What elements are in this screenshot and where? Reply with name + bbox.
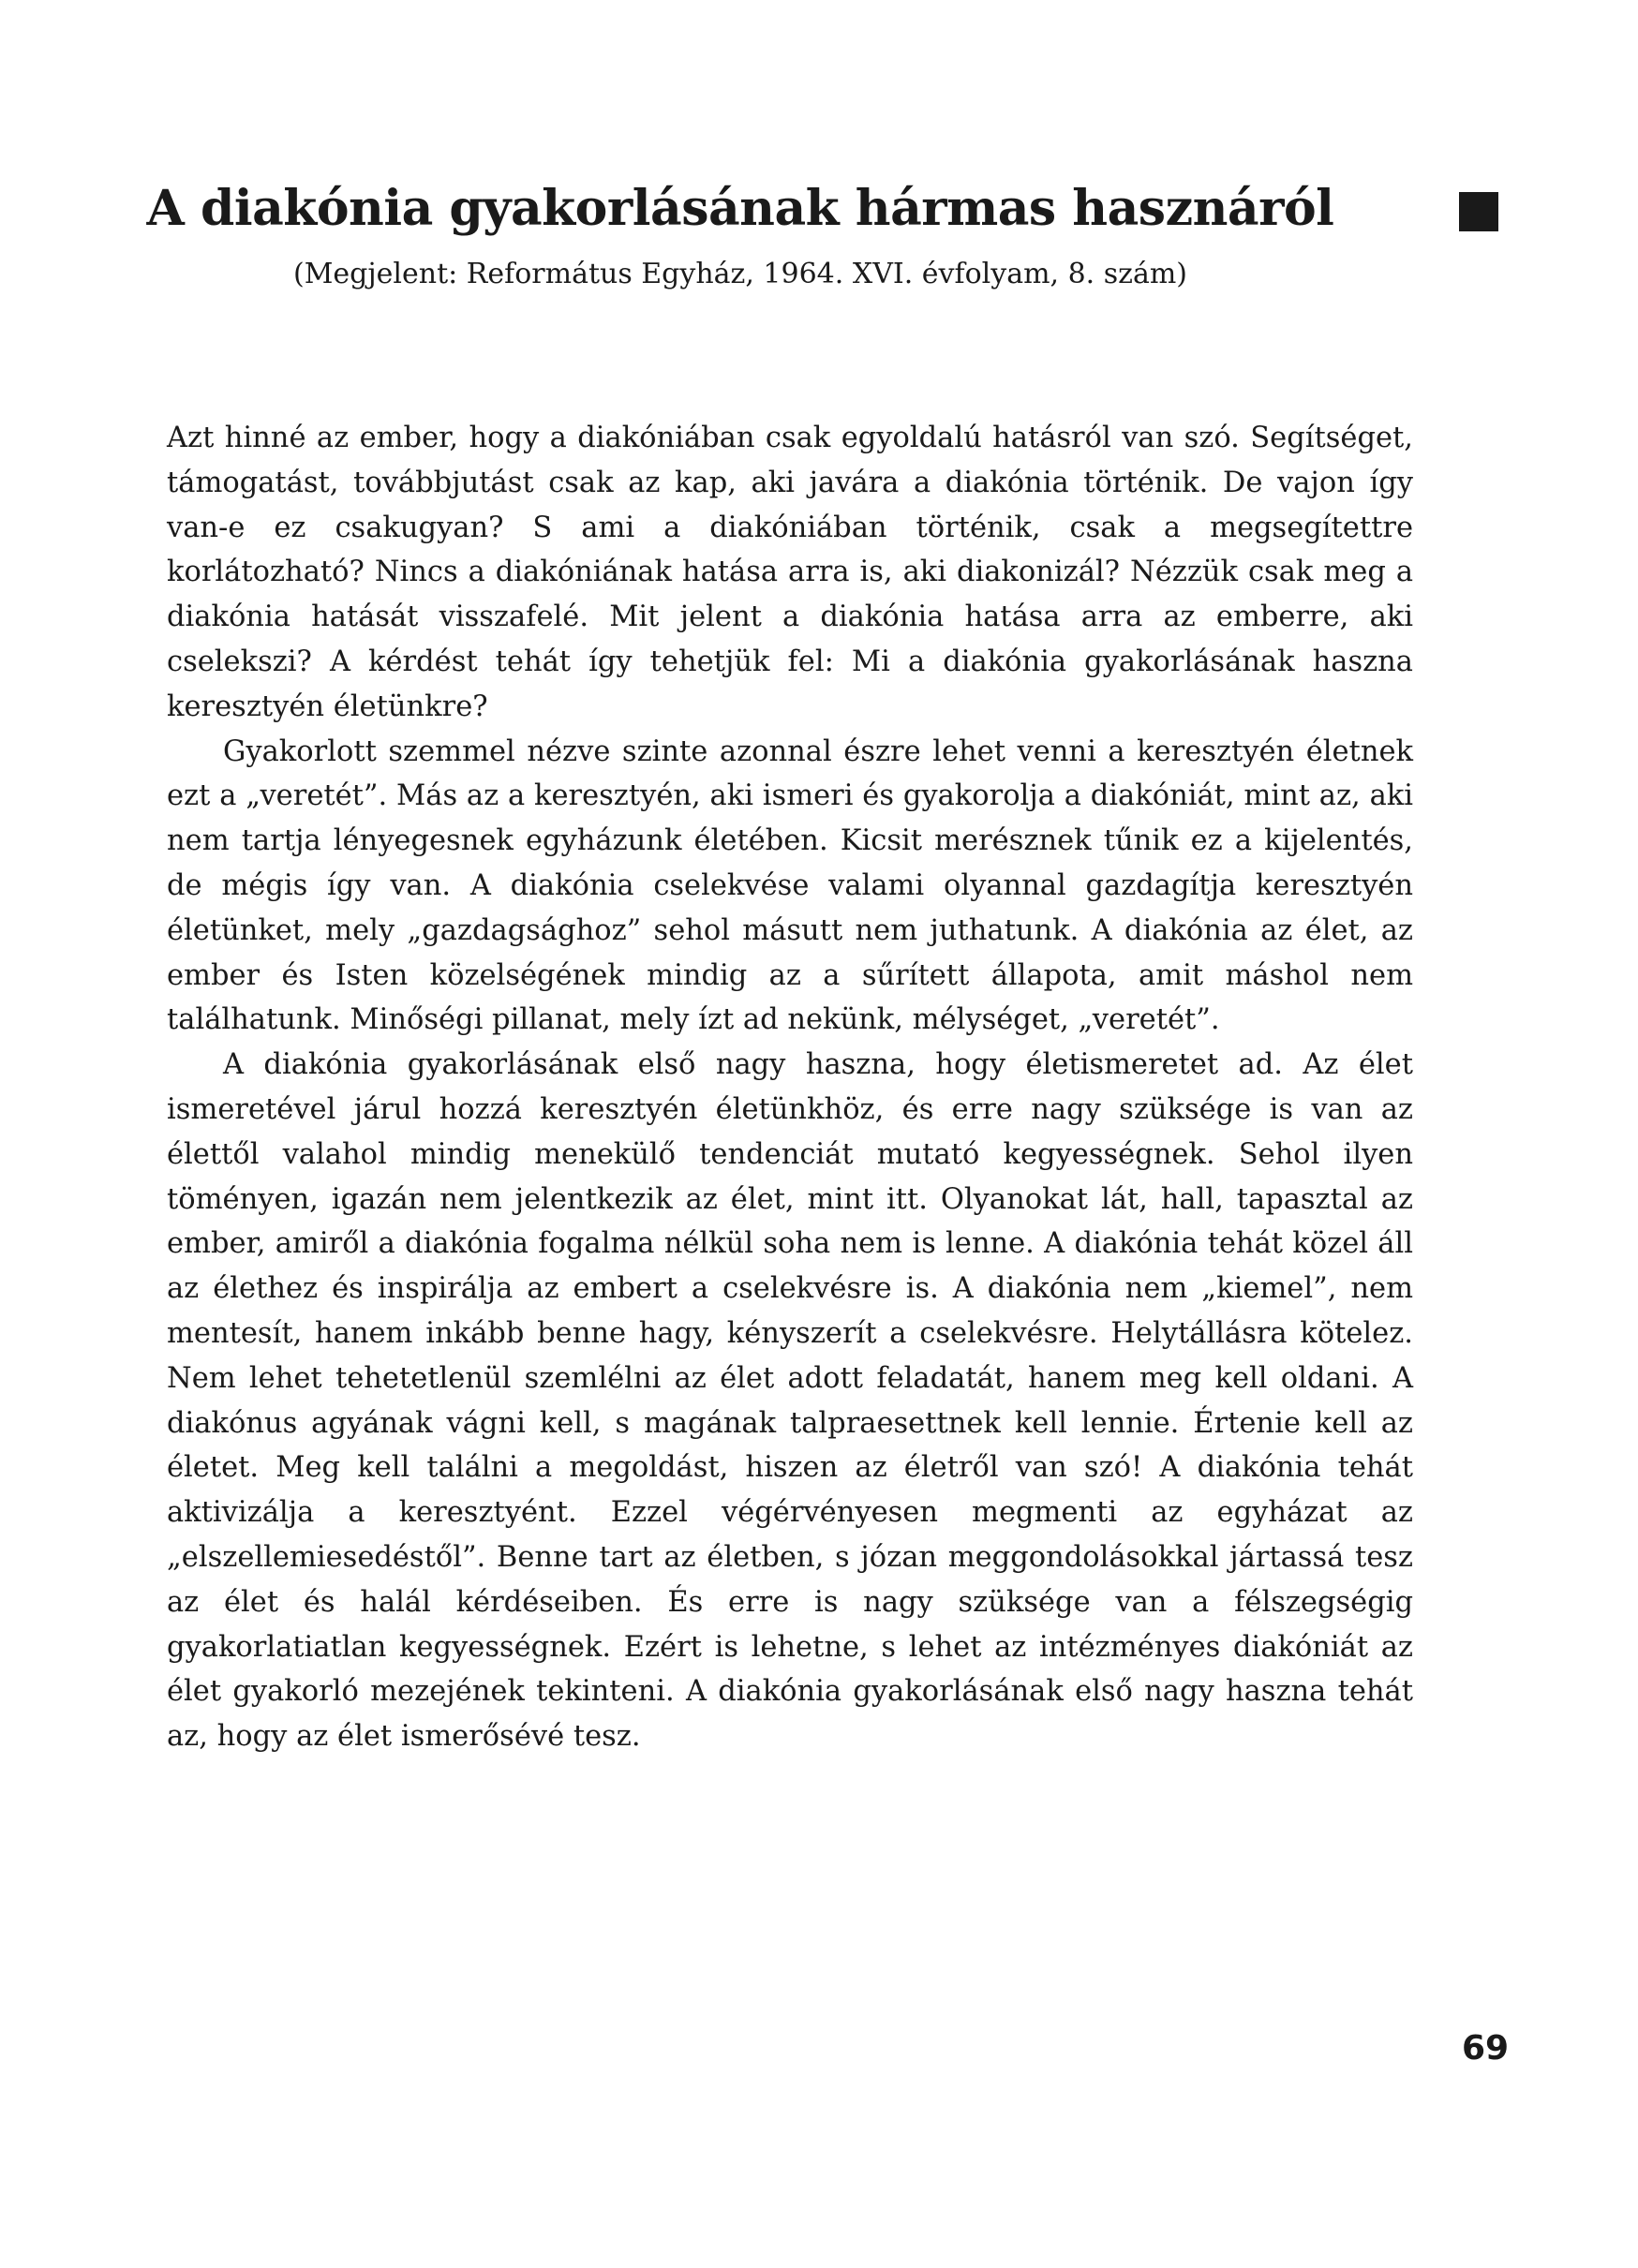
- article-body: [167, 416, 1413, 1759]
- publication-note: (Megjelent: Református Egyház, 1964. XVI. évfolyam, 8. szám): [292, 258, 1187, 290]
- paragraph-3: A diakónia gyakorlásának első nagy haszna, hogy életismeretet ad. Az élet ismeretével járul hozzá keresztyén életünkhöz, és erre nagy szüksége is van az élettől valahol mindig menekülő tendenciát mutató kegyességnek. Sehol ilyen töményen, igazán nem jelentkezik az élet, mint itt. Olyanokat lát, hall, tapasztal az ember, amiről a diakónia fogalma nélkül soha nem is lenne. A diakónia tehát közel áll az élethez és inspirálja az embert a cselekvésre is. A diakónia nem „kiemel”, nem mentesít, hanem inkább benne hagy, kényszerít a cselekvésre. Helytállásra kötelez. Nem lehet tehetetlenül szemlélni az élet adott feladatát, hanem meg kell oldani. A diakónus agyának vágni kell, s magának talpraesettnek kell lennie. Értenie kell az életet. Meg kell találni a megoldást, hiszen az életről van szó! A diakónia tehát aktivizálja a keresztyént. Ezzel végérvényesen megmenti az egyházat az „elszellemiesedéstől”. Benne tart az életben, s józan meggondolásokkal jártassá tesz az élet és halál kérdéseiben. És erre is nagy szüksége van a félszegségig gyakorlatiatlan kegyességnek. Ezért is lehetne, s lehet az intézményes diakóniát az élet gyakorló mezejének tekinteni. A diakónia gyakorlásának első nagy haszna tehát az, hogy az élet ismerősévé tesz.: [167, 1048, 1413, 1754]
- page-number: 69: [1462, 2029, 1510, 2068]
- chapter-marker-square: [1459, 192, 1498, 231]
- page-title: A diakónia gyakorlásának hármas hasznáról: [146, 180, 1334, 237]
- paragraph-1: Azt hinné az ember, hogy a diakóniában csak egyoldalú hatásról van szó. Segítséget, támogatást, továbbjutást csak az kap, aki javára a diakónia történik. De vajon így van-e ez csakugyan? S ami a diakóniában történik, csak a megsegítettre korlátozható? Nincs a diakóniának hatása arra is, aki diakonizál? Nézzük csak meg a diakónia hatását visszafelé. Mit jelent a diakónia hatása arra az emberre, aki cselekszi? A kérdést tehát így tehetjük fel: Mi a diakónia gyakorlásának haszna keresztyén életünkre?: [167, 422, 1413, 723]
- paragraph-2: Gyakorlott szemmel nézve szinte azonnal észre lehet venni a keresztyén életnek ezt a „veretét”. Más az a keresztyén, aki ismeri és gyakorolja a diakóniát, mint az, aki nem tartja lényegesnek egyházunk életében. Kicsit merésznek tűnik ez a kijelentés, de mégis így van. A diakónia cselekvése valami olyannal gazdagítja keresztyén életünket, mely „gazdagsághoz” sehol másutt nem juthatunk. A diakónia az élet, az ember és Isten közelségének mindig az a sűrített állapota, amit máshol nem találhatunk. Minőségi pillanat, mely ízt ad nekünk, mélységet, „veretét”.: [167, 734, 1413, 1037]
